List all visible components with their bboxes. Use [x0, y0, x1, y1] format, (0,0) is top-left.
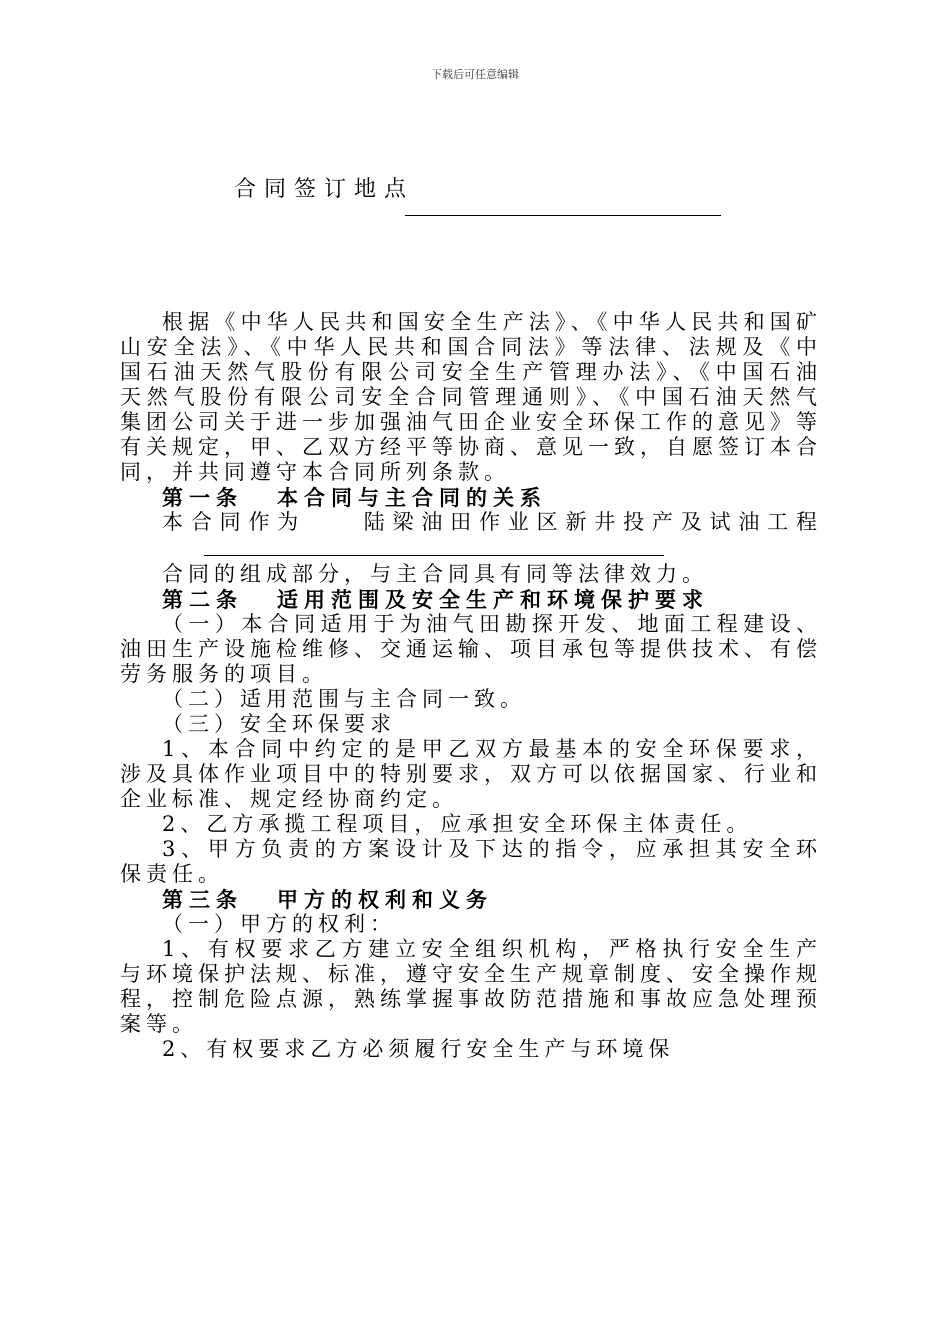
section-2-paragraph-f: 3、甲方负责的方案设计及下达的指令，应承担其安全环保责任。	[120, 837, 822, 886]
section-2-heading	[120, 587, 822, 612]
section-1-title: 本合同与主合同的关系	[277, 485, 547, 510]
section-3-heading	[120, 887, 822, 912]
section-3-paragraph-a: （一）甲方的权利：	[162, 912, 396, 936]
section-2-paragraph-d: 1、本合同中约定的是甲乙双方最基本的安全环保要求，涉及具体作业项目中的特别要求，双方可以依据国家、行业和企业标准、规定经协商约定。	[120, 737, 822, 811]
contract-name-underline	[204, 535, 664, 556]
signing-place-underline	[405, 215, 721, 216]
section-2-paragraph-c: （三）安全环保要求	[162, 712, 396, 736]
section-1-paragraph-b: 合同的组成部分，与主合同具有同等法律效力。	[162, 562, 708, 586]
section-2-title: 适用范围及安全生产和环境保护要求	[277, 587, 709, 612]
section-2-paragraph-e: 2、乙方承揽工程项目，应承担安全环保主体责任。	[162, 812, 753, 836]
section-2-number: 第二条	[162, 587, 243, 612]
section-3-paragraph-c: 2、有权要求乙方必须履行安全生产与环境保	[162, 1037, 675, 1061]
section-2-paragraph-a: （一）本合同适用于为油气田勘探开发、地面工程建设、油田生产设施检维修、交通运输、项目承包等提供技术、有偿劳务服务的项目。	[120, 612, 822, 686]
section-3-paragraph-b: 1、有权要求乙方建立安全组织机构，严格执行安全生产与环境保护法规、标准，遵守安全生产规章制度、安全操作规程，控制危险点源，熟练掌握事故防范措施和事故应急处理预案等。	[120, 937, 822, 1036]
page-header-note: 下载后可任意编辑	[431, 68, 519, 81]
section-1-paragraph-a	[120, 510, 822, 562]
section-3-title: 甲方的权利和义务	[277, 887, 493, 912]
section-3-number: 第三条	[162, 887, 243, 912]
section-1-text-a: 本合同作为 陆梁油田作业区新井投产及试油工程	[162, 510, 822, 534]
section-1-number: 第一条	[162, 485, 243, 510]
preamble-paragraph: 根据《中华人民共和国安全生产法》、《中华人民共和国矿山安全法》、《中华人民共和国合同法》等法律、法规及《中国石油天然气股份有限公司安全生产管理办法》、《中国石油天然气股份有限公司安全合同管理通则》、《中国石油天然气集团公司关于进一步加强油气田企业安全环保工作的意见》等有关规定，甲、乙双方经平等协商、意见一致，自愿签订本合同，并共同遵守本合同所列条款。	[120, 310, 822, 484]
section-1-heading	[120, 485, 822, 510]
signing-place-label: 合同签订地点	[234, 177, 415, 202]
contract-body	[120, 310, 822, 1062]
section-2-paragraph-b: （二）适用范围与主合同一致。	[162, 687, 526, 711]
